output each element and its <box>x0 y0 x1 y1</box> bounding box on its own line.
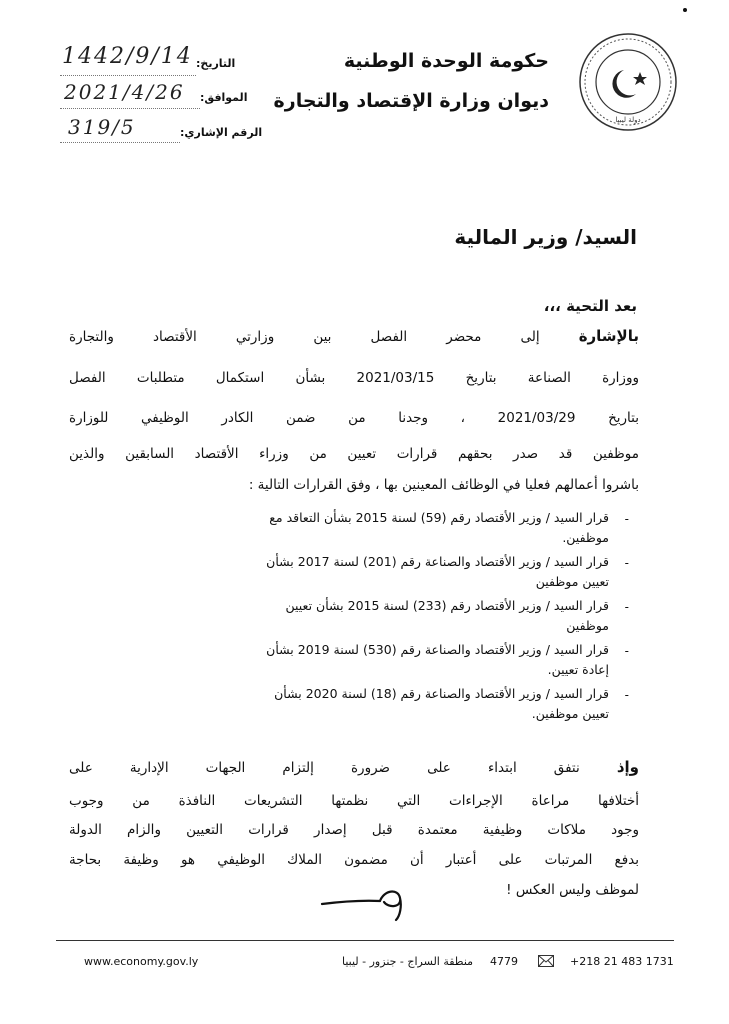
bullet-marker: - <box>624 688 629 702</box>
bullet-marker: - <box>624 644 629 658</box>
body-line-5: باشروا أعمالهم فعليا في الوظائف المعينين بها ، وفق القرارات التالية : <box>248 477 639 493</box>
footer-po-box: 4779 <box>490 955 518 968</box>
closing-line-1: وإذ نتفق ابتداء على ضرورة إلتزام الجهات الإدارية على <box>69 758 639 776</box>
closing-line-5: لموظف وليس العكس ! <box>506 882 639 898</box>
reference-line <box>60 142 180 143</box>
recipient: السيد/ وزير المالية <box>454 225 637 249</box>
scan-speck <box>683 8 687 12</box>
decision-item: قرار السيد / وزير الأقتصاد والصناعة رقم (530) لسنة 2019 بشأن إعادة تعيين. <box>266 642 609 677</box>
body-lead-word: بالإشارة <box>578 327 639 345</box>
footer-address: منطقة السراج - جنزور - ليبيا <box>342 955 474 968</box>
date-hijri-value: 1442/9/14 <box>62 44 193 69</box>
decision-item: قرار السيد / وزير الأقتصاد والصناعة رقم (18) لسنة 2020 بشأن تعيين موظفين. <box>274 686 609 721</box>
closing-lead-word: وإذ <box>616 758 639 776</box>
closing-line-2: أختلافها مراعاة الإجراءات التي نظمتها التشريعات النافذة من وجوب <box>69 793 639 809</box>
signature-mark <box>318 882 428 922</box>
closing-line-3: وجود ملاكات وظيفية معتمدة قبل إصدار قرارات التعيين والزام الدولة <box>69 822 639 838</box>
footer-phone: +218 21 483 1731 <box>570 955 674 968</box>
body-line-1: بالإشارة إلى محضر الفصل بين وزارتي الأقتصاد والتجارة <box>69 327 639 345</box>
state-emblem <box>578 32 678 132</box>
government-name: حكومة الوحدة الوطنية <box>343 50 549 72</box>
date-gregorian-line <box>60 108 200 109</box>
reference-value: 319/5 <box>68 115 136 139</box>
emblem-caption: دولة ليبيا <box>615 116 641 124</box>
svg-text:٩: ٩ <box>318 882 319 883</box>
reference-label: الرقم الإشاري: <box>180 126 263 139</box>
body-line-2: ووزارة الصناعة بتاريخ 2021/03/15 بشأن استكمال متطلبات الفصل <box>69 370 639 386</box>
greeting: بعد التحية ،،، <box>543 297 637 315</box>
body-line-4: موظفين قد صدر بحقهم قرارات تعيين من وزراء الأقتصاد السابقين والذين <box>69 446 639 462</box>
envelope-icon <box>538 955 554 967</box>
decision-item: قرار السيد / وزير الأقتصاد والصناعة رقم (201) لسنة 2017 بشأن تعيين موظفين <box>266 554 609 589</box>
decision-item: قرار السيد / وزير الأقتصاد رقم (233) لسنة 2015 بشأن تعيين موظفين <box>285 598 609 633</box>
date-hijri-line <box>60 75 196 76</box>
decision-item: قرار السيد / وزير الأقتصاد رقم (59) لسنة 2015 بشأن التعاقد مع موظفين. <box>269 510 609 545</box>
date-hijri-label: التاريخ: <box>196 57 236 70</box>
bullet-marker: - <box>624 600 629 614</box>
bullet-marker: - <box>624 512 629 526</box>
body-line-3: بتاريخ 2021/03/29 ، وجدنا من ضمن الكادر الوظيفي للوزارة <box>69 410 639 426</box>
date-gregorian-value: 2021/4/26 <box>64 80 185 104</box>
bullet-marker: - <box>624 556 629 570</box>
date-gregorian-label: الموافق: <box>200 91 248 104</box>
closing-line-4: بدفع المرتبات على أعتبار أن مضمون الملاك الوظيفي هو وظيفة بحاجة <box>69 852 639 868</box>
ministry-name: ديوان وزارة الإقتصاد والتجارة <box>273 90 549 112</box>
footer-website[interactable]: www.economy.gov.ly <box>84 955 199 968</box>
footer-divider <box>56 940 674 941</box>
